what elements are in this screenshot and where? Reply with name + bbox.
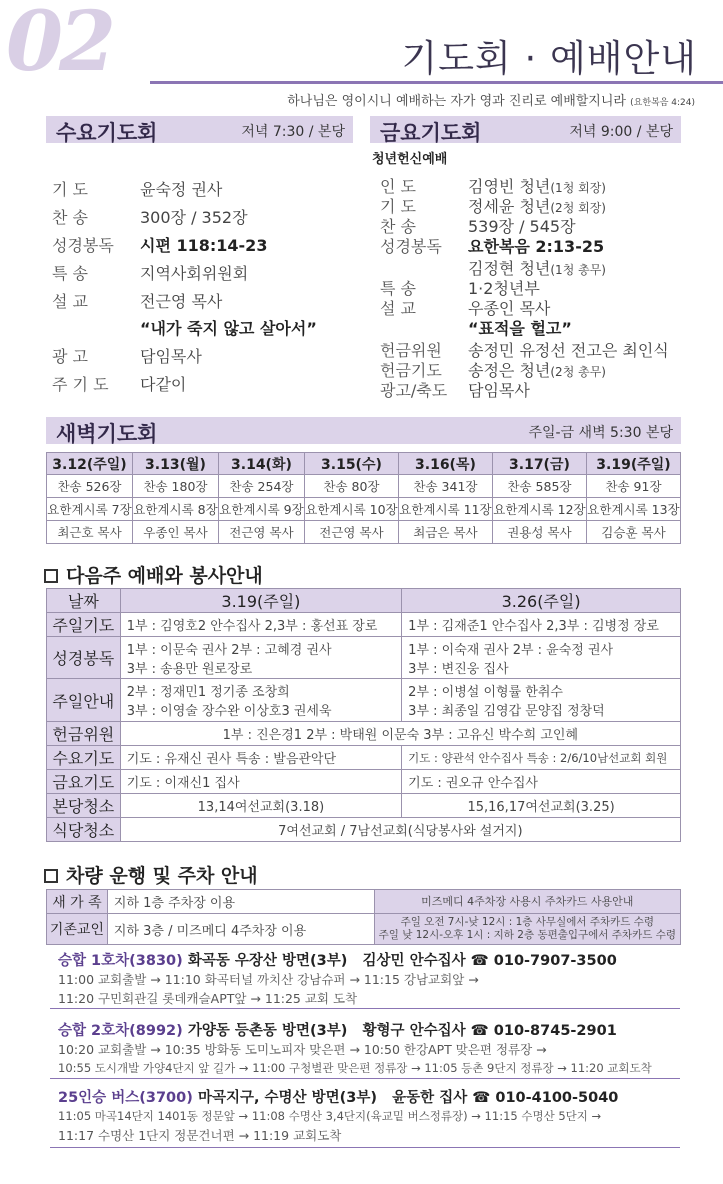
page-number: 02: [6, 0, 113, 90]
parking-row: 기존교인 지하 3층 / 미즈메디 4주차장 이용 주일 오전 7시-낮 12시 : 1층 사무실에서 주차카드 수령 주일 낮 12시-오후 1시 : 지하 2층 동편출입구에서 주차카드 수령: [47, 914, 681, 945]
service-row: 본당청소 13,14여선교회(3.18) 15,16,17여선교회(3.25): [47, 794, 681, 818]
verse: [287, 90, 695, 109]
dawn-day: 3.14(화): [218, 453, 304, 475]
dawn-preacher: 전근영 목사: [304, 521, 398, 544]
dawn-preacher: 전근영 목사: [218, 521, 304, 544]
dawn-hymn: 찬송 585장: [492, 475, 586, 498]
dawn-day: 3.15(수): [304, 453, 398, 475]
dawn-hymn: 찬송 91장: [586, 475, 680, 498]
dawn-hymn: 찬송 341장: [398, 475, 492, 498]
service-row: 식당청소 7여선교회 / 7남선교회(식당봉사와 설거지): [47, 818, 681, 842]
dawn-day: 3.12(주일): [47, 453, 133, 475]
dawn-reading: 요한계시록 7장: [47, 498, 133, 521]
wednesday-header: [46, 116, 353, 143]
dawn-hymn: 찬송 526장: [47, 475, 133, 498]
date-3-19: 3.19(주일): [120, 589, 401, 613]
friday-time: 저녁 9:00 / 본당: [569, 124, 673, 140]
dawn-day: 3.17(금): [492, 453, 586, 475]
parking-card-info: 주일 오전 7시-낮 12시 : 1층 사무실에서 주차카드 수령 주일 낮 12시-오후 1시 : 지하 2층 동편출입구에서 주차카드 수령: [374, 914, 680, 945]
dawn-hymn: 찬송 180장: [132, 475, 218, 498]
dawn-reading: 요한계시록 13장: [586, 498, 680, 521]
checkbox-icon: [44, 569, 58, 583]
next-week-heading: 다음주 예배와 봉사안내: [44, 561, 263, 588]
service-row: 수요기도 기도 : 유재신 권사 특송 : 발음관악단 기도 : 양관석 안수집사 특송 : 2/6/10남선교회 회원: [47, 746, 681, 770]
transport-heading: 차량 운행 및 주차 안내: [44, 861, 258, 888]
service-row: 주일기도 1부 : 김영호2 안수집사 2,3부 : 홍선표 장로 1부 : 김재준1 안수집사 2,3부 : 김병정 장로: [47, 613, 681, 637]
dawn-days-row: [47, 453, 681, 475]
dawn-hymns-row: [47, 475, 681, 498]
dawn-reading: 요한계시록 10장: [304, 498, 398, 521]
wednesday-title: 수요기도회: [56, 121, 158, 145]
parking-row: 새 가 족 지하 1층 주차장 이용 미즈메디 4주차장 사용시 주차카드 사용안내: [47, 890, 681, 914]
page-title: 기도회 · 예배안내: [401, 37, 697, 80]
dawn-preacher: 최금은 목사: [398, 521, 492, 544]
next-week-header-row: [47, 589, 681, 613]
checkbox-icon: [44, 869, 58, 883]
dawn-readings-row: [47, 498, 681, 521]
dawn-day: 3.19(주일): [586, 453, 680, 475]
friday-header: [370, 116, 681, 143]
bus-2: 승합 2호차(8992) 가양동 등촌동 방면(3부) 황형구 안수집사 ☎ 010-8745-2901 10:20 교회출발 → 10:35 방화동 도미노피자 맞은편 → 10:50 한강APT 맞은편 정류장 → 10:55 도시개발 가양4단지 앞 길가 → 11:00 구청별관 맞은편 정류장 → 11:05 등촌 9단지 정류장 → 11:20 교회도착: [50, 1019, 680, 1079]
dawn-reading: 요한계시록 8장: [132, 498, 218, 521]
dawn-preacher: 우종인 목사: [132, 521, 218, 544]
service-row: 헌금위원 1부 : 진은경1 2부 : 박태원 이문숙 3부 : 고유신 박수희 고인혜: [47, 722, 681, 746]
verse-text: 하나님은 영이시니 예배하는 자가 영과 진리로 예배할지니라: [287, 94, 626, 109]
next-week-table: [46, 588, 681, 842]
bus-1: 승합 1호차(3830) 화곡동 우장산 방면(3부) 김상민 안수집사 ☎ 010-7907-3500 11:00 교회출발 → 11:10 화곡터널 까치산 강남슈퍼 → 11:15 강남교회앞 → 11:20 구민회관길 롯데캐슬APT앞 → 11:25 교회 도착: [50, 949, 680, 1009]
dawn-preacher: 김승훈 목사: [586, 521, 680, 544]
dawn-preachers-row: [47, 521, 681, 544]
dawn-preacher: 최근호 목사: [47, 521, 133, 544]
date-column-label: 날짜: [47, 589, 121, 613]
dawn-reading: 요한계시록 12장: [492, 498, 586, 521]
wednesday-time: 저녁 7:30 / 본당: [241, 124, 345, 140]
parking-table: [46, 889, 681, 945]
parking-card-title: 미즈메디 4주차장 사용시 주차카드 사용안내: [374, 890, 680, 914]
dawn-day: 3.16(목): [398, 453, 492, 475]
dawn-hymn: 찬송 254장: [218, 475, 304, 498]
service-row: 금요기도 기도 : 이재신1 집사 기도 : 권오규 안수집사: [47, 770, 681, 794]
service-row: 성경봉독 1부 : 이문숙 권사 2부 : 고혜경 권사 3부 : 송용만 원로장로 1부 : 이숙재 권사 2부 : 윤숙정 권사 3부 : 변진웅 집사: [47, 637, 681, 679]
friday-title: 금요기도회: [380, 121, 482, 145]
dawn-reading: 요한계시록 9장: [218, 498, 304, 521]
bus-3: 25인승 버스(3700) 마곡지구, 수명산 방면(3부) 윤동한 집사 ☎ 010-4100-5040 11:05 마곡14단지 1401동 정문앞 → 11:08 수명산 3,4단지(육교밑 버스정류장) → 11:15 수명산 5단지 → 11:17 수명산 1단지 정문건너편 → 11:19 교회도착: [50, 1086, 680, 1148]
dawn-title: 새벽기도회: [56, 422, 158, 446]
title-rule: [150, 81, 723, 84]
friday-subtitle: 청년헌신예배: [372, 152, 448, 167]
service-row: 주일안내 2부 : 정재민1 정기종 조창희 3부 : 이영술 장수완 이상호3 권세욱 2부 : 이병설 이형률 한취수 3부 : 최종일 김영갑 문양집 정창덕: [47, 679, 681, 722]
dawn-reading: 요한계시록 11장: [398, 498, 492, 521]
dawn-hymn: 찬송 80장: [304, 475, 398, 498]
dawn-day: 3.13(월): [132, 453, 218, 475]
dawn-time: 주일-금 새벽 5:30 본당: [528, 425, 673, 441]
dawn-preacher: 권용성 목사: [492, 521, 586, 544]
dawn-header: [46, 417, 681, 444]
verse-ref: (요한복음 4:24): [630, 98, 695, 108]
date-3-26: 3.26(주일): [402, 589, 681, 613]
dawn-table: [46, 452, 681, 544]
